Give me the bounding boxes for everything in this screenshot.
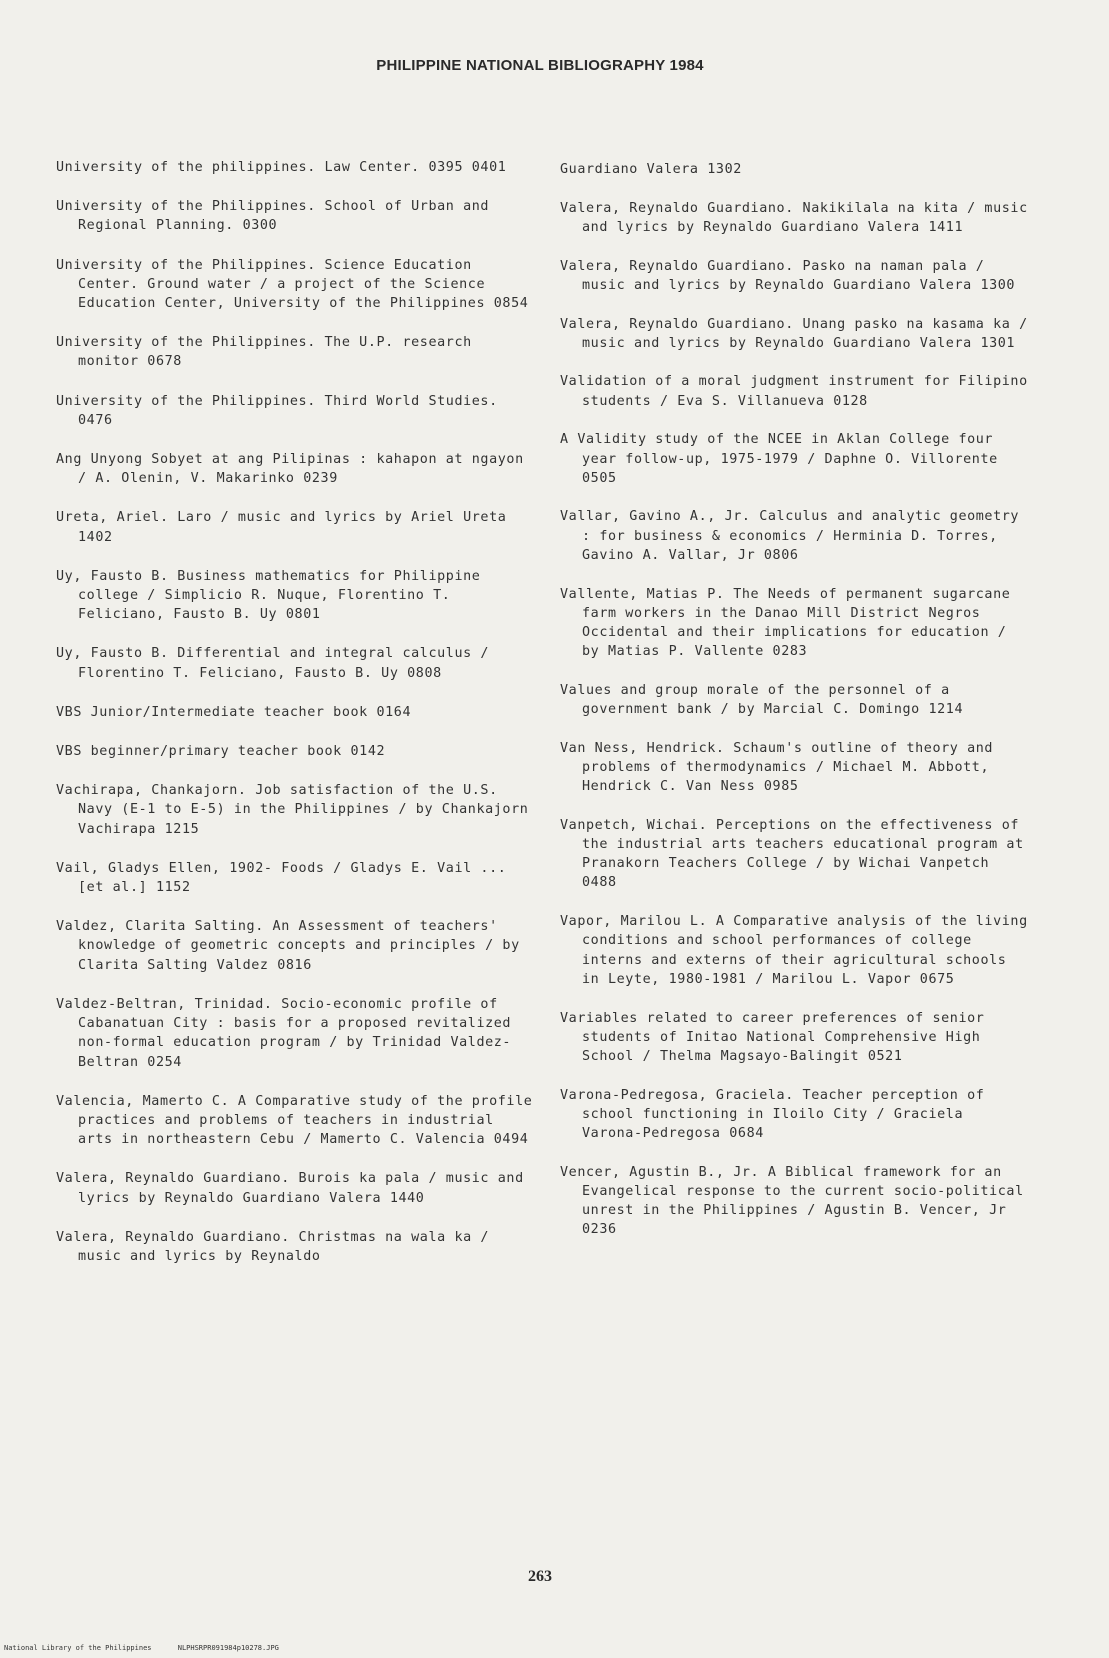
library-credit: National Library of the Philippines bbox=[4, 1644, 152, 1652]
bibliography-entry: Valdez, Clarita Salting. An Assessment of teachers' knowledge of geometric concepts and principles / by Clarita Salting Valdez 0816 bbox=[56, 919, 520, 973]
bibliography-entry: Vanpetch, Wichai. Perceptions on the effectiveness of the industrial arts teachers educational program at Pranakorn Teachers College / by Wichai Vanpetch 0488 bbox=[560, 817, 1024, 891]
page-number: 263 bbox=[528, 1568, 552, 1585]
bibliography-entry: Valera, Reynaldo Guardiano. Nakikilala na kita / music and lyrics by Reynaldo Guardiano Valera 1411 bbox=[560, 200, 1028, 235]
bibliography-entry: University of the Philippines. The U.P. research monitor 0678 bbox=[56, 335, 472, 370]
bibliography-entry: Vachirapa, Chankajorn. Job satisfaction of the U.S. Navy (E-1 to E-5) in the Philippines / by Chankajorn Vachirapa 1215 bbox=[56, 783, 529, 837]
bibliography-entry: Vapor, Marilou L. A Comparative analysis of the living conditions and school performances of college interns and externs of their agricultural schools in Leyte, 1980-1981 / Marilou L. Vapor 0675 bbox=[560, 914, 1028, 987]
bibliography-entry: University of the Philippines. Third World Studies. 0476 bbox=[56, 393, 498, 428]
bibliography-entry: Vallente, Matias P. The Needs of permanent sugarcane farm workers in the Danao Mill District Negros Occidental and their implications for education / by Matias P. Vallente 0283 bbox=[560, 586, 1011, 660]
bibliography-entry: VBS beginner/primary teacher book 0142 bbox=[56, 744, 386, 760]
bibliography-entry: Valera, Reynaldo Guardiano. Pasko na naman pala / music and lyrics by Reynaldo Guardiano Valera 1300 bbox=[560, 258, 1016, 293]
bibliography-entry: Values and group morale of the personnel of a government bank / by Marcial C. Domingo 1214 bbox=[560, 682, 964, 718]
bibliography-entry: Van Ness, Hendrick. Schaum's outline of theory and problems of thermodynamics / Michael M. Abbott, Hendrick C. Van Ness 0985 bbox=[560, 740, 994, 795]
bibliography-entry: Vail, Gladys Ellen, 1902- Foods / Gladys E. Vail ... [et al.] 1152 bbox=[56, 860, 507, 896]
bibliography-entry: Validation of a moral judgment instrument for Filipino students / Eva S. Villanueva 0128 bbox=[560, 374, 1028, 409]
bibliography-entry: Uy, Fausto B. Differential and integral calculus / Florentino T. Feliciano, Fausto B. Uy 0808 bbox=[56, 646, 490, 681]
bibliography-entry: Valera, Reynaldo Guardiano. Burois ka pala / music and lyrics by Reynaldo Guardiano Valera 1440 bbox=[56, 1171, 524, 1206]
right-column bbox=[560, 160, 1030, 1259]
bibliography-entry: Varona-Pedregosa, Graciela. Teacher perception of school functioning in Iloilo City / Graciela Varona-Pedregosa 0684 bbox=[560, 1087, 985, 1142]
bibliography-entry: Guardiano Valera 1302 bbox=[560, 162, 742, 177]
bibliography-entry: Vallar, Gavino A., Jr. Calculus and analytic geometry : for business & economics / Herminia D. Torres, Gavino A. Vallar, Jr 0806 bbox=[560, 509, 1020, 563]
page-title: PHILIPPINE NATIONAL BIBLIOGRAPHY 1984 bbox=[376, 57, 704, 74]
bibliography-entry: Valera, Reynaldo Guardiano. Christmas na wala ka / music and lyrics by Reynaldo bbox=[56, 1229, 490, 1264]
bibliography-entry: Variables related to career preferences of senior students of Initao National Comprehensive High School / Thelma Magsayo-Balingit 0521 bbox=[560, 1010, 985, 1064]
file-name: NLPHSRPR091984p10278.JPG bbox=[177, 1644, 279, 1652]
left-column bbox=[56, 158, 536, 1286]
bibliography-entry: VBS Junior/Intermediate teacher book 0164 bbox=[56, 704, 412, 720]
scan-credit bbox=[4, 1644, 301, 1652]
bibliography-entry: Uy, Fausto B. Business mathematics for Philippine college / Simplicio R. Nuque, Florentino T. Feliciano, Fausto B. Uy 0801 bbox=[56, 568, 481, 623]
bibliography-entry: Valera, Reynaldo Guardiano. Unang pasko na kasama ka / music and lyrics by Reynaldo Guardiano Valera 1301 bbox=[560, 316, 1028, 351]
bibliography-entry: Vencer, Agustin B., Jr. A Biblical framework for an Evangelical response to the current socio-political unrest in the Philippines / Agustin B. Vencer, Jr 0236 bbox=[560, 1164, 1024, 1238]
bibliography-entry: University of the Philippines. Science Education Center. Ground water / a project of the Science Education Center, University of the Philippines 0854 bbox=[56, 257, 529, 312]
bibliography-entry: Ang Unyong Sobyet at ang Pilipinas : kahapon at ngayon / A. Olenin, V. Makarinko 0239 bbox=[56, 452, 524, 487]
bibliography-entry: Ureta, Ariel. Laro / music and lyrics by Ariel Ureta 1402 bbox=[56, 510, 507, 545]
bibliography-entry: University of the philippines. Law Center. 0395 0401 bbox=[56, 160, 507, 175]
bibliography-entry: Valdez-Beltran, Trinidad. Socio-economic profile of Cabanatuan City : basis for a proposed revitalized non-formal education program / by Trinidad Valdez-Beltran 0254 bbox=[56, 996, 512, 1070]
bibliography-entry: University of the Philippines. School of Urban and Regional Planning. 0300 bbox=[56, 199, 490, 234]
bibliography-entry: A Validity study of the NCEE in Aklan College four year follow-up, 1975-1979 / Daphne O. Villorente 0505 bbox=[560, 432, 998, 486]
bibliography-entry: Valencia, Mamerto C. A Comparative study of the profile practices and problems of teachers in industrial arts in northeastern Cebu / Mamerto C. Valencia 0494 bbox=[56, 1093, 533, 1148]
